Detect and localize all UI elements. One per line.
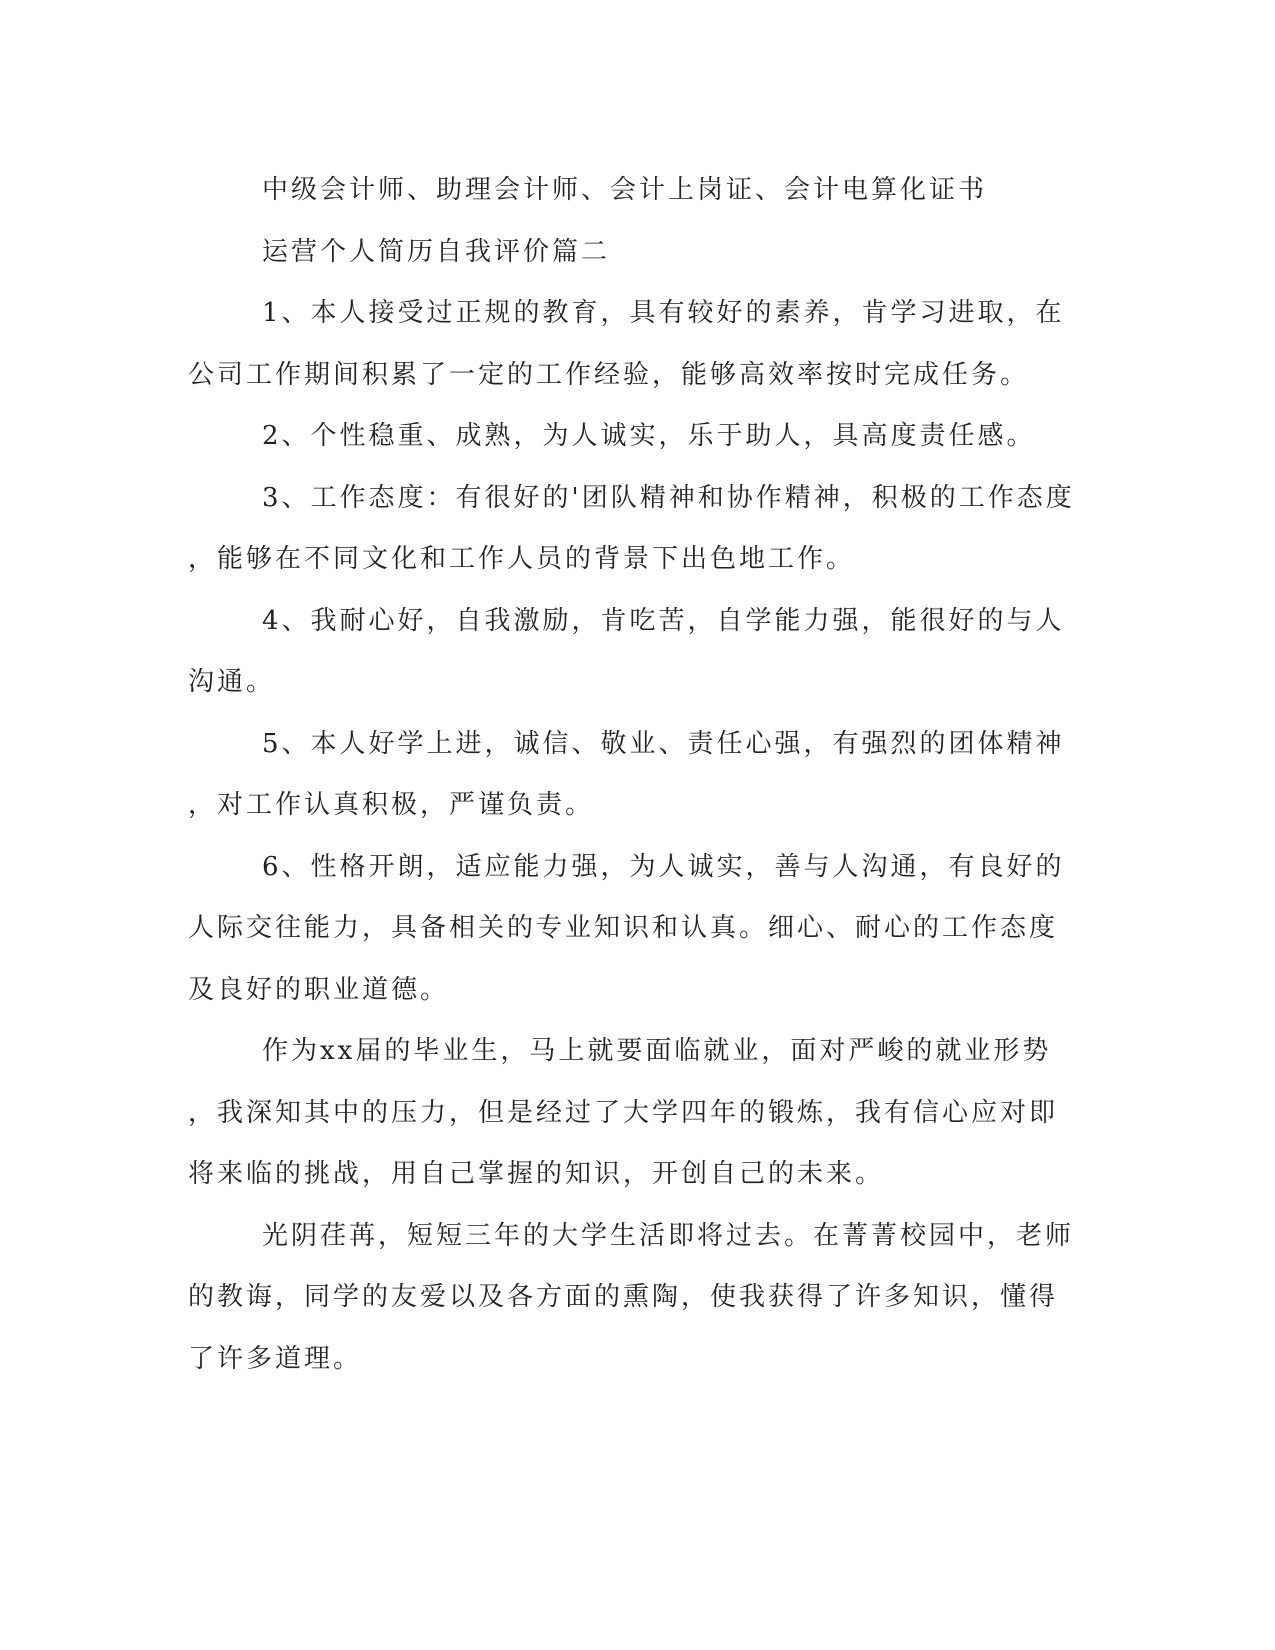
paragraph-line: 人际交往能力，具备相关的专业知识和认真。细心、耐心的工作态度: [188, 913, 1059, 943]
certificates-line: 中级会计师、助理会计师、会计上岗证、会计电算化证书: [262, 175, 988, 205]
paragraph-line: ，我深知其中的压力，但是经过了大学四年的锻炼，我有信心应对即: [188, 1097, 1059, 1128]
paragraph-line: ，对工作认真积极，严谨负责。: [188, 790, 595, 820]
paragraph-line: ，能够在不同文化和工作人员的背景下出色地工作。: [188, 544, 856, 574]
paragraph-line: 光阴荏苒，短短三年的大学生活即将过去。在菁菁校园中，老师: [262, 1220, 1075, 1251]
paragraph-line: 3、工作态度：有很好的'团队精神和协作精神，积极的工作态度: [262, 482, 1075, 513]
paragraph-line: 1、本人接受过正规的教育，具有较好的素养，肯学习进取，在: [262, 298, 1065, 328]
paragraph-line: 2、个性稳重、成熟，为人诚实，乐于助人，具高度责任感。: [262, 421, 1036, 451]
paragraph-line: 的教诲，同学的友爱以及各方面的熏陶，使我获得了许多知识，懂得: [188, 1282, 1059, 1312]
paragraph-line: 作为xx届的毕业生，马上就要面临就业，面对严峻的就业形势: [262, 1036, 1052, 1066]
paragraph-line: 了许多道理。: [188, 1343, 363, 1374]
paragraph-line: 4、我耐心好，自我激励，肯吃苦，自学能力强，能很好的与人: [262, 605, 1065, 636]
section-heading: 运营个人简历自我评价篇二: [262, 236, 611, 267]
document-body: [188, 160, 1075, 1390]
paragraph-line: 将来临的挑战，用自己掌握的知识，开创自己的未来。: [188, 1159, 885, 1189]
paragraph-line: 及良好的职业道德。: [188, 974, 450, 1005]
paragraph-line: 沟通。: [188, 667, 276, 697]
paragraph-line: 6、性格开朗，适应能力强，为人诚实，善与人沟通，有良好的: [262, 851, 1065, 882]
paragraph-line: 公司工作期间积累了一定的工作经验，能够高效率按时完成任务。: [188, 359, 1030, 390]
paragraph-line: 5、本人好学上进，诚信、敬业、责任心强，有强烈的团体精神: [262, 728, 1065, 759]
